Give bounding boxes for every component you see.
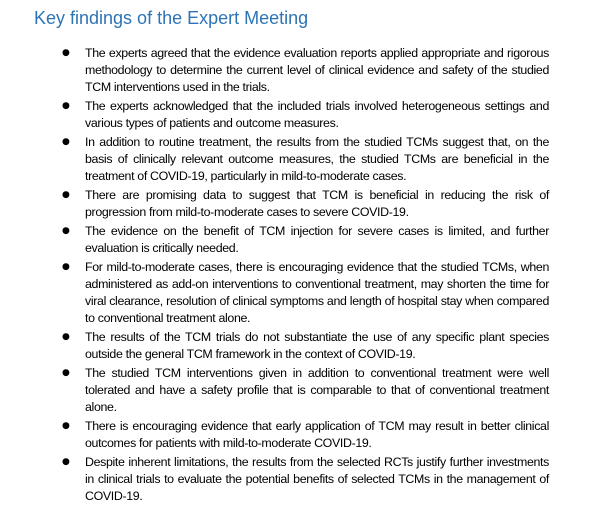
list-item	[0, 187, 600, 221]
finding-text: The studied TCM interventions given in addition to conventional treatment were well tolerated and have a safety profile that is comparable to that of conventional treatment alone.	[85, 366, 549, 414]
finding-text: There are promising data to suggest that TCM is beneficial in reducing the risk of progression from mild-to-moderate cases to severe COVID-19.	[85, 188, 549, 219]
list-item	[0, 418, 600, 452]
list-item	[0, 454, 600, 505]
bullet-icon: ●	[62, 457, 70, 467]
bullet-icon: ●	[62, 421, 70, 431]
bullet-icon: ●	[62, 190, 70, 200]
list-item	[0, 45, 600, 96]
bullet-icon: ●	[62, 262, 70, 272]
bullet-icon: ●	[62, 48, 70, 58]
list-item	[0, 134, 600, 185]
bullet-icon: ●	[62, 368, 70, 378]
finding-text: There is encouraging evidence that early application of TCM may result in better clinical outcomes for patients with mild-to-moderate COVID-19.	[85, 419, 549, 450]
bullet-icon: ●	[62, 332, 70, 342]
list-item	[0, 329, 600, 363]
finding-text: For mild-to-moderate cases, there is encouraging evidence that the studied TCMs, when administered as add-on interventions to conventional treatment, may shorten the time for viral clearance, resolution of clinical symptoms and length of hospital stay when compared to conventional treatment alone.	[85, 260, 549, 325]
bullet-icon: ●	[62, 137, 70, 147]
key-findings-list	[0, 45, 600, 507]
list-item	[0, 223, 600, 257]
finding-text: The evidence on the benefit of TCM injection for severe cases is limited, and further evaluation is critically needed.	[85, 224, 549, 255]
list-item	[0, 365, 600, 416]
list-item	[0, 259, 600, 327]
bullet-icon: ●	[62, 101, 70, 111]
finding-text: In addition to routine treatment, the results from the studied TCMs suggest that, on the basis of clinically relevant outcome measures, the studied TCMs are beneficial in the treatment of COVID-19, particularly in mild-to-moderate cases.	[85, 135, 549, 183]
section-heading: Key findings of the Expert Meeting	[34, 8, 309, 28]
finding-text: Despite inherent limitations, the results from the selected RCTs justify further investments in clinical trials to evaluate the potential benefits of selected TCMs in the management of COVID-19.	[85, 455, 549, 503]
finding-text: The results of the TCM trials do not substantiate the use of any specific plant species outside the general TCM framework in the context of COVID-19.	[85, 330, 549, 361]
bullet-icon: ●	[62, 226, 70, 236]
finding-text: The experts acknowledged that the included trials involved heterogeneous settings and various types of patients and outcome measures.	[85, 99, 549, 130]
list-item	[0, 98, 600, 132]
finding-text: The experts agreed that the evidence evaluation reports applied appropriate and rigorous methodology to determine the current level of clinical evidence and safety of the studied TCM interventions used in the trials.	[85, 46, 549, 94]
